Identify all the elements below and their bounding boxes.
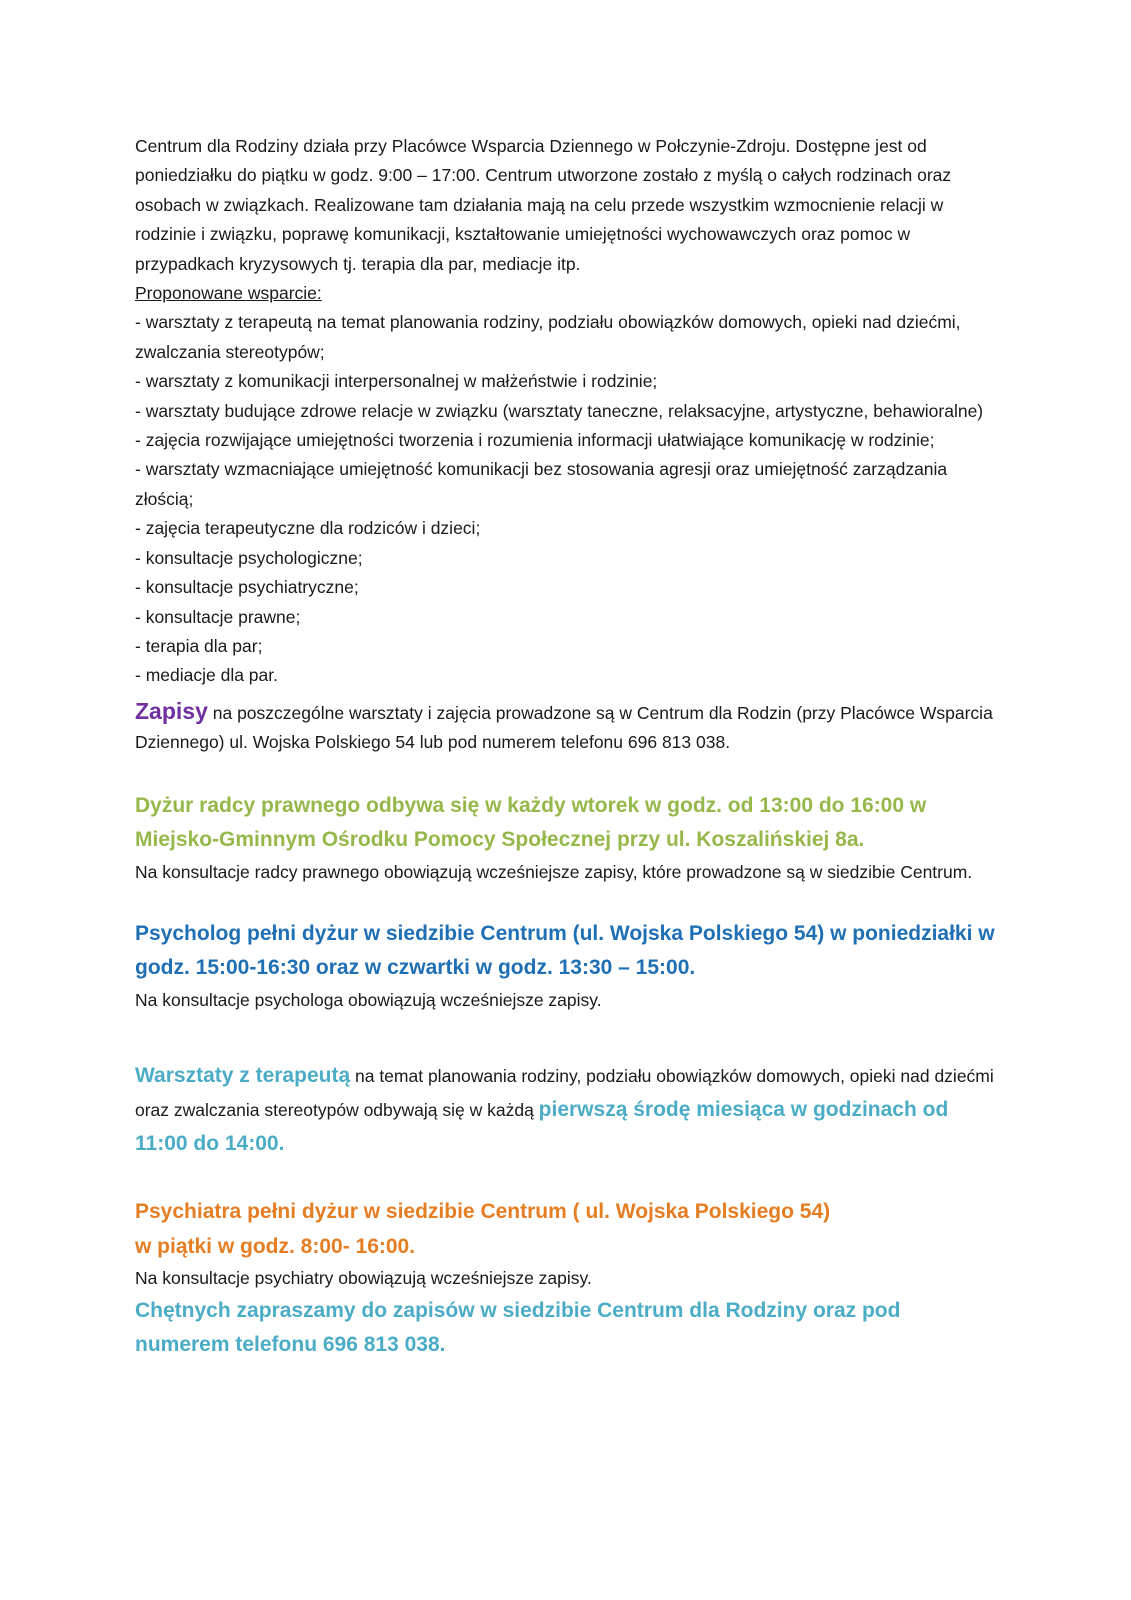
support-list-item: - konsultacje prawne; [135, 606, 301, 627]
support-list-item: - warsztaty budujące zdrowe relacje w związku (warsztaty taneczne, relaksacyjne, artystyczne, behawioralne) [135, 400, 984, 421]
psychologist-note: Na konsultacje psychologa obowiązują wcześniejsze zapisy. [135, 989, 602, 1010]
workshops-paragraph [135, 1059, 1005, 1161]
zapisy-paragraph [135, 697, 1005, 758]
workshops-text: na temat planowania rodziny, podziału obowiązków domowych, opieki nad dziećmi oraz zwalczania stereotypów odbywają się w każdą [135, 1066, 994, 1121]
support-heading: Proponowane wsparcie: [135, 283, 322, 304]
support-list-item: - mediacje dla par. [135, 665, 278, 686]
support-list-item: - warsztaty z komunikacji interpersonalnej w małżeństwie i rodzinie; [135, 371, 658, 392]
document-page [135, 132, 1005, 1363]
zapisy-word: Zapisy [135, 697, 208, 724]
support-list-item: - zajęcia rozwijające umiejętności tworzenia i rozumienia informacji ułatwiające komunikację w rodzinie; [135, 430, 935, 451]
workshops-accent: pierwszą środę miesiąca w godzinach od 11:00 do 14:00. [135, 1098, 949, 1156]
invite-paragraph: Chętnych zapraszamy do zapisów w siedzibie Centrum dla Rodziny oraz pod numerem telefonu 696 813 038. [135, 1298, 901, 1357]
zapisy-text: na poszczególne warsztaty i zajęcia prowadzone są w Centrum dla Rodzin (przy Placówce Wsparcia Dziennego) ul. Wojska Polskiego 54 lub pod numerem telefonu 696 813 038. [135, 702, 993, 753]
support-list-item: - konsultacje psychiatryczne; [135, 577, 359, 598]
psychiatrist-note: Na konsultacje psychiatry obowiązują wcześniejsze zapisy. [135, 1268, 592, 1289]
support-list-item: - zajęcia terapeutyczne dla rodziców i dzieci; [135, 518, 481, 539]
support-list-item: - warsztaty z terapeutą na temat planowania rodziny, podziału obowiązków domowych, opieki nad dziećmi, zwalczania stereotypów; [135, 312, 961, 362]
support-list-item: - terapia dla par; [135, 635, 263, 656]
psychiatrist-heading: Psychiatra pełni dyżur w siedzibie Centrum ( ul. Wojska Polskiego 54) w piątki w godz. 8:00- 16:00. [135, 1200, 831, 1258]
support-list-item: - konsultacje psychologiczne; [135, 547, 363, 568]
legal-note: Na konsultacje radcy prawnego obowiązują wcześniejsze zapisy, które prowadzone są w siedzibie Centrum. [135, 861, 973, 882]
support-list [135, 308, 1005, 690]
support-list-item: - warsztaty wzmacniające umiejętność komunikacji bez stosowania agresji oraz umiejętność zarządzania złością; [135, 459, 948, 509]
workshops-lead: Warsztaty z terapeutą [135, 1064, 351, 1088]
legal-heading: Dyżur radcy prawnego odbywa się w każdy wtorek w godz. od 13:00 do 16:00 w Miejsko-Gminnym Ośrodku Pomocy Społecznej przy ul. Koszalińskiej 8a. [135, 793, 927, 852]
intro-paragraph: Centrum dla Rodziny działa przy Placówce Wsparcia Dziennego w Połczynie-Zdroju. Dostępne jest od poniedziałku do piątku w godz. 9:00 – 17:00. Centrum utworzone zostało z myślą o całych rodzinach oraz osobach w związkach. Realizowane tam działania mają na celu przede wszystkim wzmocnienie relacji w rodzinie i związku, poprawę komunikacji, kształtowanie umiejętności wychowawczych oraz pomoc w przypadkach kryzysowych tj. terapia dla par, mediacje itp. [135, 136, 952, 274]
psychologist-heading: Psycholog pełni dyżur w siedzibie Centrum (ul. Wojska Polskiego 54) w poniedziałki w godz. 15:00-16:30 oraz w czwartki w godz. 13:30 – 15:00. [135, 921, 995, 980]
